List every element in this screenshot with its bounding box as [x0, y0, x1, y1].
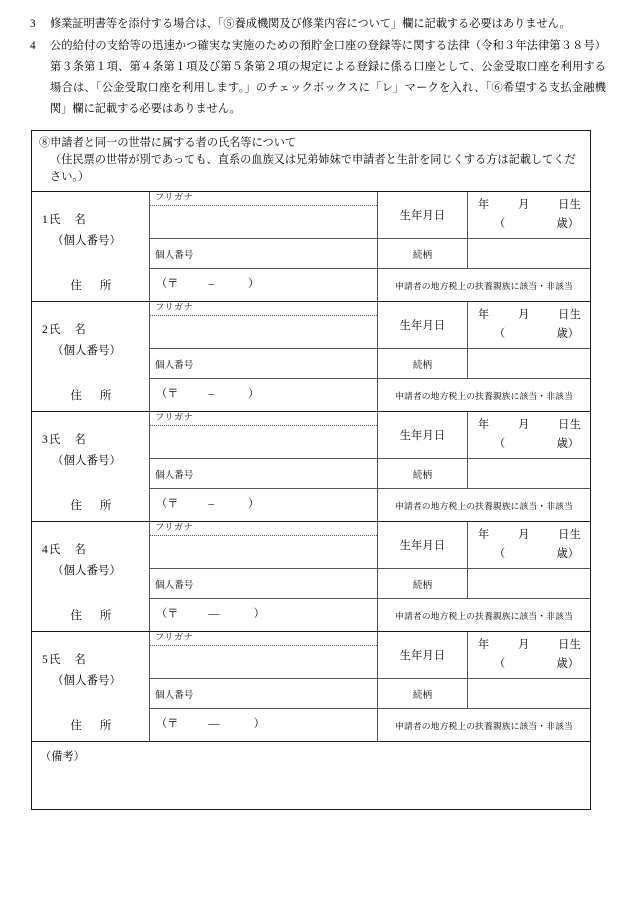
- name-dob-row: [150, 632, 590, 679]
- address-label: 住 所: [32, 709, 150, 741]
- age-open-paren: （: [494, 658, 506, 670]
- caption-line-2: （住民票の世帯が別であっても、直系の血族又は兄弟姉妹で申請者と生計を同じくする方は記載してください。）: [50, 154, 576, 183]
- name-label-line1: 1氏 名: [42, 213, 87, 226]
- address-row: [32, 599, 590, 631]
- dob-year-label: 年: [478, 309, 490, 321]
- tax-dependent-option[interactable]: 申請者の地方税上の扶養親族に該当・非該当: [395, 720, 573, 731]
- name-input-cell[interactable]: [150, 302, 378, 348]
- name-input-cell[interactable]: [150, 522, 378, 568]
- age-labels: [478, 545, 581, 564]
- zip-code-field[interactable]: [156, 275, 259, 291]
- relation-label: 続柄: [378, 239, 468, 268]
- name-label-line1: 3氏 名: [42, 433, 87, 446]
- relation-input-cell[interactable]: [468, 679, 590, 708]
- address-label: 住 所: [32, 269, 150, 301]
- zip-dash: —: [208, 718, 220, 730]
- age-labels: [478, 215, 581, 234]
- mynumber-input-cell[interactable]: [150, 349, 378, 378]
- dob-ymd-labels: [478, 196, 581, 215]
- mynumber-label: 個人番号: [155, 249, 194, 261]
- dob-day-label: 日生: [558, 419, 581, 431]
- zip-mark: （〒: [156, 498, 179, 510]
- zip-code-field[interactable]: [156, 385, 259, 401]
- dob-label: 生年月日: [378, 412, 468, 458]
- zip-code-field[interactable]: [156, 605, 265, 621]
- dob-month-label: 月: [518, 639, 530, 651]
- furigana-label: フリガナ: [150, 412, 377, 426]
- mynumber-relation-row: [150, 679, 590, 709]
- mynumber-input-cell[interactable]: [150, 569, 378, 598]
- note-item: [28, 36, 606, 120]
- address-input-cell[interactable]: [150, 489, 378, 521]
- mynumber-label: 個人番号: [155, 359, 194, 371]
- mynumber-label: 個人番号: [155, 469, 194, 481]
- dob-day-label: 日生: [558, 199, 581, 211]
- dob-label: 生年月日: [378, 632, 468, 678]
- person-main-row: [32, 632, 590, 709]
- dob-year-label: 年: [478, 639, 490, 651]
- name-dob-row: [150, 522, 590, 569]
- mynumber-relation-row: [150, 349, 590, 379]
- tax-dependent-option[interactable]: 申請者の地方税上の扶養親族に該当・非該当: [395, 610, 573, 621]
- name-label-line1: 2氏 名: [42, 323, 87, 336]
- address-label: 住 所: [32, 599, 150, 631]
- mynumber-label: 個人番号: [155, 579, 194, 591]
- relation-input-cell[interactable]: [468, 569, 590, 598]
- address-row: [32, 489, 590, 521]
- table-caption: [32, 131, 590, 192]
- relation-input-cell[interactable]: [468, 239, 590, 268]
- name-dob-row: [150, 412, 590, 459]
- relation-input-cell[interactable]: [468, 459, 590, 488]
- note-item: [28, 14, 606, 35]
- person-fields: [150, 522, 590, 599]
- address-input-cell[interactable]: [150, 709, 378, 741]
- mynumber-label: 個人番号: [155, 689, 194, 701]
- person-block: [32, 192, 590, 302]
- person-main-row: [32, 412, 590, 489]
- dob-label: 生年月日: [378, 192, 468, 238]
- age-unit-label: 歳）: [556, 438, 579, 450]
- relation-input-cell[interactable]: [468, 349, 590, 378]
- name-label-cell: [32, 302, 150, 379]
- address-input-cell[interactable]: [150, 379, 378, 411]
- tax-dependent-option[interactable]: 申請者の地方税上の扶養親族に該当・非該当: [395, 390, 573, 401]
- dob-day-label: 日生: [558, 309, 581, 321]
- age-unit-label: 歳）: [556, 658, 579, 670]
- age-open-paren: （: [494, 218, 506, 230]
- name-label-line2: （個人番号）: [52, 454, 121, 467]
- note-text: 修業証明書等を添付する場合は、「⑤養成機関及び修業内容について」欄に記載する必要はありません。: [50, 18, 571, 30]
- furigana-label: フリガナ: [150, 192, 377, 206]
- age-open-paren: （: [494, 438, 506, 450]
- dob-day-label: 日生: [558, 639, 581, 651]
- dob-month-label: 月: [518, 309, 530, 321]
- name-dob-row: [150, 192, 590, 239]
- person-main-row: [32, 522, 590, 599]
- address-row: [32, 709, 590, 741]
- person-block: [32, 522, 590, 632]
- age-unit-label: 歳）: [556, 328, 579, 340]
- name-label-cell: [32, 522, 150, 599]
- address-row: [32, 379, 590, 411]
- age-labels: [478, 435, 581, 454]
- name-input-cell[interactable]: [150, 632, 378, 678]
- zip-close-paren: ）: [247, 278, 260, 290]
- person-block: [32, 632, 590, 742]
- zip-mark: （〒: [156, 388, 179, 400]
- zip-close-paren: ）: [247, 498, 260, 510]
- tax-dependent-option[interactable]: 申請者の地方税上の扶養親族に該当・非該当: [395, 280, 573, 291]
- person-main-row: [32, 192, 590, 269]
- dob-ymd-labels: [478, 526, 581, 545]
- age-unit-label: 歳）: [556, 548, 579, 560]
- remarks-cell[interactable]: [32, 742, 590, 809]
- dob-input-cell[interactable]: [468, 192, 590, 238]
- dob-input-cell[interactable]: [468, 412, 590, 458]
- zip-dash: –: [208, 388, 214, 400]
- zip-dash: –: [208, 498, 214, 510]
- person-fields: [150, 412, 590, 489]
- mynumber-relation-row: [150, 569, 590, 599]
- name-label-line2: （個人番号）: [52, 564, 121, 577]
- dob-year-label: 年: [478, 529, 490, 541]
- zip-close-paren: ）: [253, 718, 265, 730]
- dob-month-label: 月: [518, 419, 530, 431]
- dob-label: 生年月日: [378, 302, 468, 348]
- name-input-cell[interactable]: [150, 192, 378, 238]
- dob-month-label: 月: [518, 529, 530, 541]
- zip-mark: （〒: [156, 278, 179, 290]
- dob-month-label: 月: [518, 199, 530, 211]
- remarks-label: （備考）: [40, 751, 85, 763]
- dob-ymd-labels: [478, 306, 581, 325]
- age-labels: [478, 325, 581, 344]
- name-label-cell: [32, 632, 150, 709]
- dob-year-label: 年: [478, 199, 490, 211]
- age-open-paren: （: [494, 328, 506, 340]
- name-label-line2: （個人番号）: [52, 674, 121, 687]
- mynumber-input-cell[interactable]: [150, 239, 378, 268]
- zip-close-paren: ）: [253, 608, 265, 620]
- zip-close-paren: ）: [247, 388, 260, 400]
- zip-code-field[interactable]: [156, 495, 259, 511]
- name-label-line1: 4氏 名: [42, 543, 87, 556]
- dob-input-cell[interactable]: [468, 302, 590, 348]
- name-dob-row: [150, 302, 590, 349]
- mynumber-relation-row: [150, 459, 590, 489]
- person-fields: [150, 192, 590, 269]
- address-row: [32, 269, 590, 301]
- furigana-label: フリガナ: [150, 522, 377, 536]
- household-members-table: [31, 130, 591, 810]
- dob-input-cell[interactable]: [468, 632, 590, 678]
- age-labels: [478, 655, 581, 674]
- address-label: 住 所: [32, 489, 150, 521]
- person-block: [32, 302, 590, 412]
- zip-dash: –: [208, 278, 214, 290]
- note-number: 3: [30, 18, 36, 30]
- age-unit-label: 歳）: [556, 218, 579, 230]
- name-label-cell: [32, 192, 150, 269]
- zip-dash: —: [208, 608, 220, 620]
- name-label-line1: 5氏 名: [42, 653, 87, 666]
- note-number: 4: [30, 40, 36, 52]
- mynumber-input-cell[interactable]: [150, 679, 378, 708]
- note-text: 公的給付の支給等の迅速かつ確実な実施のための預貯金口座の登録等に関する法律（令和３年法律第３８号）第３条第１項、第４条第１項及び第５条第２項の規定による登録に係る口座として、公金受取口座を利用する場合は、「公金受取口座を利用します。」のチェックボックスに「レ」マークを入れ、「⑥希望する支払金融機関」欄に記載する必要はありません。: [50, 40, 606, 115]
- name-label-line2: （個人番号）: [52, 344, 121, 357]
- name-input-cell[interactable]: [150, 412, 378, 458]
- dob-year-label: 年: [478, 419, 490, 431]
- person-main-row: [32, 302, 590, 379]
- name-label-cell: [32, 412, 150, 489]
- relation-label: 続柄: [378, 349, 468, 378]
- name-label-line2: （個人番号）: [52, 234, 121, 247]
- mynumber-relation-row: [150, 239, 590, 269]
- address-input-cell[interactable]: [150, 269, 378, 301]
- age-open-paren: （: [494, 548, 506, 560]
- zip-code-field[interactable]: [156, 715, 265, 731]
- relation-label: 続柄: [378, 569, 468, 598]
- dob-label: 生年月日: [378, 522, 468, 568]
- dob-ymd-labels: [478, 416, 581, 435]
- person-fields: [150, 632, 590, 709]
- dob-ymd-labels: [478, 636, 581, 655]
- furigana-label: フリガナ: [150, 302, 377, 316]
- dob-day-label: 日生: [558, 529, 581, 541]
- tax-dependent-option[interactable]: 申請者の地方税上の扶養親族に該当・非該当: [395, 500, 573, 511]
- address-input-cell[interactable]: [150, 599, 378, 631]
- notes-section: [28, 14, 606, 121]
- relation-label: 続柄: [378, 459, 468, 488]
- address-label: 住 所: [32, 379, 150, 411]
- dob-input-cell[interactable]: [468, 522, 590, 568]
- mynumber-input-cell[interactable]: [150, 459, 378, 488]
- person-fields: [150, 302, 590, 379]
- relation-label: 続柄: [378, 679, 468, 708]
- caption-line-1: ⑧申請者と同一の世帯に属する者の氏名等について: [39, 137, 297, 149]
- person-block: [32, 412, 590, 522]
- zip-mark: （〒: [156, 718, 179, 730]
- furigana-label: フリガナ: [150, 632, 377, 646]
- zip-mark: （〒: [156, 608, 179, 620]
